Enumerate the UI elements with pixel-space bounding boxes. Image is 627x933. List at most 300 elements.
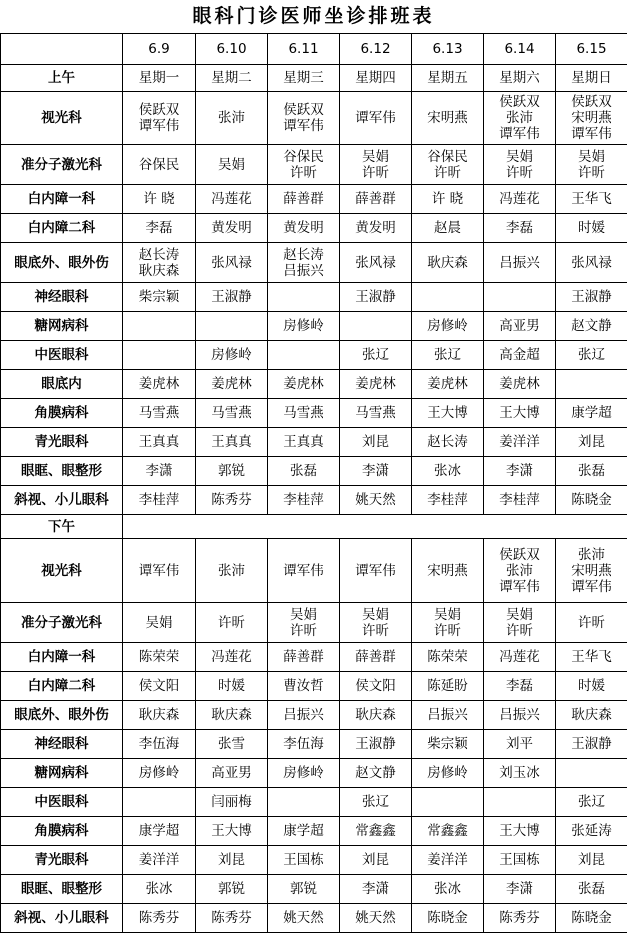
doctor-name: 吕振兴 (484, 255, 555, 271)
doctor-name: 曹汝哲 (268, 678, 339, 694)
doctor-name: 侯文阳 (123, 678, 195, 694)
duty-cell (556, 904, 627, 933)
doctor-name: 常鑫鑫 (340, 823, 411, 839)
doctor-name: 郭锐 (196, 463, 267, 479)
doctor-name: 王大博 (412, 405, 483, 421)
dept-row (1, 457, 627, 486)
duty-cell (340, 312, 412, 341)
duty-cell (196, 283, 268, 312)
doctor-name: 陈晓金 (556, 492, 627, 508)
doctor-name: 陈荣荣 (412, 649, 483, 665)
duty-cell (123, 341, 196, 370)
duty-cell (196, 399, 268, 428)
date-row (1, 34, 627, 65)
duty-cell (196, 145, 268, 185)
duty-cell (484, 145, 556, 185)
duty-cell (412, 788, 484, 817)
doctor-name: 张辽 (412, 347, 483, 363)
duty-cell (484, 283, 556, 312)
duty-cell (268, 399, 340, 428)
duty-cell (340, 428, 412, 457)
doctor-name: 谷保民 (123, 157, 195, 173)
doctor-name: 姜洋洋 (412, 852, 483, 868)
duty-cell (340, 145, 412, 185)
duty-cell (484, 457, 556, 486)
duty-cell (484, 243, 556, 283)
doctor-name: 刘昆 (340, 434, 411, 450)
doctor-name: 陈晓金 (556, 910, 627, 926)
duty-cell (556, 185, 627, 214)
duty-cell (340, 185, 412, 214)
doctor-name: 李潇 (123, 463, 195, 479)
doctor-name: 侯文阳 (340, 678, 411, 694)
duty-cell (340, 701, 412, 730)
doctor-name: 宋明燕 (412, 110, 483, 126)
duty-cell (556, 486, 627, 515)
doctor-name: 许昕 (484, 165, 555, 181)
date-cell: 6.10 (196, 34, 268, 65)
date-cell: 6.11 (268, 34, 340, 65)
date-cell: 6.14 (484, 34, 556, 65)
doctor-name: 薛善群 (268, 649, 339, 665)
doctor-name: 赵长涛 (268, 247, 339, 263)
doctor-name: 赵晨 (412, 220, 483, 236)
duty-cell (268, 701, 340, 730)
doctor-name: 李磊 (484, 678, 555, 694)
doctor-name: 刘昆 (196, 852, 267, 868)
duty-cell (196, 759, 268, 788)
doctor-name: 郭锐 (268, 881, 339, 897)
duty-cell (556, 643, 627, 672)
doctor-name: 康学超 (123, 823, 195, 839)
doctor-name: 张磊 (556, 881, 627, 897)
doctor-name: 冯莲花 (196, 191, 267, 207)
dept-label: 青光眼科 (1, 428, 123, 457)
duty-cell (412, 92, 484, 145)
doctor-name: 薛善群 (268, 191, 339, 207)
doctor-name: 陈秀芬 (196, 910, 267, 926)
duty-cell (556, 341, 627, 370)
duty-cell (484, 672, 556, 701)
doctor-name: 张冰 (123, 881, 195, 897)
dept-label: 白内障二科 (1, 214, 123, 243)
doctor-name: 王真真 (123, 434, 195, 450)
doctor-name: 时媛 (196, 678, 267, 694)
duty-cell (484, 817, 556, 846)
doctor-name: 谭军伟 (484, 126, 555, 142)
dept-label: 中医眼科 (1, 788, 123, 817)
weekday-cell: 星期一 (123, 65, 196, 92)
duty-cell (123, 399, 196, 428)
doctor-name: 耿庆森 (340, 707, 411, 723)
doctor-name: 许昕 (412, 165, 483, 181)
duty-cell (268, 643, 340, 672)
doctor-name: 王淑静 (556, 289, 627, 305)
doctor-name: 许昕 (196, 615, 267, 631)
date-cell: 6.13 (412, 34, 484, 65)
dept-label: 眼底内 (1, 370, 123, 399)
duty-cell (123, 875, 196, 904)
duty-cell (556, 370, 627, 399)
doctor-name: 李磊 (123, 220, 195, 236)
duty-cell (484, 539, 556, 603)
duty-cell (484, 701, 556, 730)
doctor-name: 张风禄 (556, 255, 627, 271)
doctor-name: 张辽 (556, 794, 627, 810)
duty-cell (556, 539, 627, 603)
duty-cell (412, 875, 484, 904)
duty-cell (340, 817, 412, 846)
date-cell: 6.15 (556, 34, 627, 65)
doctor-name: 许昕 (340, 165, 411, 181)
duty-cell (412, 145, 484, 185)
duty-cell (196, 312, 268, 341)
duty-cell (412, 904, 484, 933)
doctor-name: 张磊 (556, 463, 627, 479)
doctor-name: 薛善群 (340, 649, 411, 665)
doctor-name: 张辽 (556, 347, 627, 363)
doctor-name: 王国栋 (268, 852, 339, 868)
doctor-name: 赵文静 (556, 318, 627, 334)
duty-cell (484, 788, 556, 817)
doctor-name: 吴娟 (556, 149, 627, 165)
duty-cell (123, 817, 196, 846)
duty-cell (340, 399, 412, 428)
doctor-name: 李伍海 (268, 736, 339, 752)
doctor-name: 耿庆森 (556, 707, 627, 723)
doctor-name: 薛善群 (340, 191, 411, 207)
dept-label: 糖网病科 (1, 312, 123, 341)
doctor-name: 房修岭 (412, 765, 483, 781)
duty-cell (268, 486, 340, 515)
duty-cell (268, 312, 340, 341)
duty-cell (268, 539, 340, 603)
doctor-name: 谭军伟 (556, 126, 627, 142)
doctor-name: 李潇 (484, 463, 555, 479)
doctor-name: 李桂萍 (268, 492, 339, 508)
dept-row (1, 759, 627, 788)
duty-cell (268, 341, 340, 370)
doctor-name: 王国栋 (484, 852, 555, 868)
duty-cell (556, 214, 627, 243)
dept-row (1, 904, 627, 933)
duty-cell (412, 185, 484, 214)
doctor-name: 张延涛 (556, 823, 627, 839)
duty-cell (340, 486, 412, 515)
weekday-cell: 星期六 (484, 65, 556, 92)
doctor-name: 赵长涛 (123, 247, 195, 263)
duty-cell (196, 428, 268, 457)
doctor-name: 赵文静 (340, 765, 411, 781)
duty-cell (268, 214, 340, 243)
doctor-name: 陈延盼 (412, 678, 483, 694)
doctor-name: 吴娟 (340, 149, 411, 165)
doctor-name: 许昕 (340, 623, 411, 639)
duty-cell (484, 643, 556, 672)
dept-row (1, 341, 627, 370)
doctor-name: 张沛 (484, 563, 555, 579)
doctor-name: 侯跃双 (556, 94, 627, 110)
doctor-name: 侯跃双 (484, 547, 555, 563)
duty-cell (268, 730, 340, 759)
duty-cell (340, 370, 412, 399)
dept-label: 白内障一科 (1, 185, 123, 214)
duty-cell (484, 185, 556, 214)
duty-cell (412, 312, 484, 341)
dept-row (1, 428, 627, 457)
doctor-name: 宋明燕 (556, 563, 627, 579)
dept-label: 准分子激光科 (1, 603, 123, 643)
duty-cell (123, 92, 196, 145)
doctor-name: 张沛 (196, 563, 267, 579)
doctor-name: 刘昆 (340, 852, 411, 868)
doctor-name: 王大博 (196, 823, 267, 839)
doctor-name: 姚天然 (268, 910, 339, 926)
doctor-name: 陈秀芬 (123, 910, 195, 926)
duty-cell (268, 145, 340, 185)
doctor-name: 时媛 (556, 678, 627, 694)
doctor-name: 耿庆森 (412, 255, 483, 271)
duty-cell (123, 701, 196, 730)
dept-label: 眼眶、眼整形 (1, 875, 123, 904)
doctor-name: 陈晓金 (412, 910, 483, 926)
duty-cell (412, 701, 484, 730)
doctor-name: 冯莲花 (484, 649, 555, 665)
duty-cell (268, 759, 340, 788)
duty-cell (196, 457, 268, 486)
dept-row (1, 486, 627, 515)
duty-cell (340, 457, 412, 486)
doctor-name: 房修岭 (196, 347, 267, 363)
dept-label: 斜视、小儿眼科 (1, 904, 123, 933)
duty-cell (556, 457, 627, 486)
duty-cell (340, 672, 412, 701)
doctor-name: 刘玉冰 (484, 765, 555, 781)
dept-label: 糖网病科 (1, 759, 123, 788)
duty-cell (340, 603, 412, 643)
dept-row (1, 399, 627, 428)
duty-cell (484, 92, 556, 145)
doctor-name: 许昕 (556, 615, 627, 631)
duty-cell (268, 603, 340, 643)
duty-cell (123, 185, 196, 214)
duty-cell (268, 817, 340, 846)
dept-row (1, 817, 627, 846)
duty-cell (412, 214, 484, 243)
doctor-name: 张雪 (196, 736, 267, 752)
duty-cell (340, 904, 412, 933)
doctor-name: 姚天然 (340, 492, 411, 508)
date-cell: 6.9 (123, 34, 196, 65)
weekday-cell: 星期日 (556, 65, 627, 92)
dept-row (1, 145, 627, 185)
duty-cell (412, 370, 484, 399)
doctor-name: 侯跃双 (123, 102, 195, 118)
duty-cell (123, 603, 196, 643)
duty-cell (340, 788, 412, 817)
dept-row (1, 672, 627, 701)
duty-cell (123, 539, 196, 603)
duty-cell (123, 428, 196, 457)
doctor-name: 康学超 (556, 405, 627, 421)
doctor-name: 冯莲花 (196, 649, 267, 665)
duty-cell (556, 701, 627, 730)
duty-cell (123, 312, 196, 341)
duty-cell (556, 788, 627, 817)
dept-label: 青光眼科 (1, 846, 123, 875)
doctor-name: 高亚男 (196, 765, 267, 781)
doctor-name: 王华飞 (556, 191, 627, 207)
doctor-name: 李桂萍 (484, 492, 555, 508)
dept-row (1, 701, 627, 730)
duty-cell (556, 817, 627, 846)
doctor-name: 谷保民 (268, 149, 339, 165)
duty-cell (484, 214, 556, 243)
duty-cell (556, 92, 627, 145)
duty-cell (556, 759, 627, 788)
duty-cell (123, 730, 196, 759)
doctor-name: 姜虎林 (340, 376, 411, 392)
corner-cell (1, 34, 123, 65)
duty-cell (268, 846, 340, 875)
duty-cell (484, 759, 556, 788)
doctor-name: 王淑静 (340, 289, 411, 305)
duty-cell (412, 846, 484, 875)
duty-cell (196, 643, 268, 672)
dept-label: 神经眼科 (1, 283, 123, 312)
doctor-name: 耿庆森 (123, 263, 195, 279)
doctor-name: 刘平 (484, 736, 555, 752)
doctor-name: 吕振兴 (268, 263, 339, 279)
doctor-name: 谭军伟 (268, 118, 339, 134)
doctor-name: 郭锐 (196, 881, 267, 897)
doctor-name: 王大博 (484, 405, 555, 421)
doctor-name: 吴娟 (484, 607, 555, 623)
duty-cell (123, 904, 196, 933)
doctor-name: 黄发明 (268, 220, 339, 236)
duty-cell (196, 185, 268, 214)
doctor-name: 房修岭 (412, 318, 483, 334)
doctor-name: 房修岭 (268, 765, 339, 781)
duty-cell (123, 457, 196, 486)
dept-label: 眼底外、眼外伤 (1, 243, 123, 283)
duty-cell (412, 283, 484, 312)
duty-cell (484, 399, 556, 428)
doctor-name: 吴娟 (196, 157, 267, 173)
doctor-name: 李磊 (484, 220, 555, 236)
dept-row (1, 730, 627, 759)
doctor-name: 刘昆 (556, 852, 627, 868)
duty-cell (123, 846, 196, 875)
doctor-name: 张磊 (268, 463, 339, 479)
duty-cell (196, 904, 268, 933)
dept-label: 角膜病科 (1, 817, 123, 846)
doctor-name: 姜洋洋 (484, 434, 555, 450)
dept-label: 角膜病科 (1, 399, 123, 428)
section-label: 上午 (1, 65, 123, 92)
dept-label: 准分子激光科 (1, 145, 123, 185)
section-filler (123, 515, 627, 539)
duty-cell (268, 672, 340, 701)
duty-cell (484, 904, 556, 933)
duty-cell (123, 243, 196, 283)
dept-row (1, 92, 627, 145)
duty-cell (268, 904, 340, 933)
duty-cell (196, 539, 268, 603)
duty-cell (484, 846, 556, 875)
dept-row (1, 243, 627, 283)
duty-cell (196, 672, 268, 701)
section-label: 下午 (1, 515, 123, 539)
duty-cell (340, 92, 412, 145)
dept-row (1, 788, 627, 817)
duty-cell (484, 875, 556, 904)
duty-cell (484, 312, 556, 341)
doctor-name: 李潇 (340, 881, 411, 897)
doctor-name: 谭军伟 (484, 579, 555, 595)
doctor-name: 马雪燕 (340, 405, 411, 421)
doctor-name: 谭军伟 (556, 579, 627, 595)
doctor-name: 陈秀芬 (484, 910, 555, 926)
doctor-name: 谭军伟 (268, 563, 339, 579)
doctor-name: 王大博 (484, 823, 555, 839)
dept-row (1, 185, 627, 214)
doctor-name: 王华飞 (556, 649, 627, 665)
duty-cell (196, 486, 268, 515)
duty-cell (556, 730, 627, 759)
duty-cell (123, 486, 196, 515)
duty-cell (412, 428, 484, 457)
duty-cell (556, 312, 627, 341)
doctor-name: 吕振兴 (484, 707, 555, 723)
doctor-name: 吴娟 (268, 607, 339, 623)
duty-cell (340, 730, 412, 759)
duty-cell (484, 730, 556, 759)
duty-cell (340, 759, 412, 788)
doctor-name: 王淑静 (196, 289, 267, 305)
doctor-name: 许昕 (484, 623, 555, 639)
doctor-name: 李潇 (484, 881, 555, 897)
dept-row (1, 643, 627, 672)
duty-cell (412, 341, 484, 370)
doctor-name: 李桂萍 (123, 492, 195, 508)
doctor-name: 陈秀芬 (196, 492, 267, 508)
dept-label: 神经眼科 (1, 730, 123, 759)
weekday-cell: 星期五 (412, 65, 484, 92)
duty-cell (412, 457, 484, 486)
duty-cell (196, 817, 268, 846)
dept-label: 斜视、小儿眼科 (1, 486, 123, 515)
doctor-name: 房修岭 (268, 318, 339, 334)
doctor-name: 柴宗颖 (123, 289, 195, 305)
duty-cell (268, 185, 340, 214)
duty-cell (268, 875, 340, 904)
doctor-name: 张辽 (340, 794, 411, 810)
date-cell: 6.12 (340, 34, 412, 65)
duty-cell (123, 672, 196, 701)
doctor-name: 许昕 (268, 623, 339, 639)
section-row (1, 515, 627, 539)
duty-cell (412, 539, 484, 603)
dept-row (1, 312, 627, 341)
dept-label: 白内障二科 (1, 672, 123, 701)
doctor-name: 谭军伟 (340, 563, 411, 579)
doctor-name: 姜虎林 (412, 376, 483, 392)
duty-cell (340, 539, 412, 603)
doctor-name: 姜洋洋 (123, 852, 195, 868)
duty-cell (340, 846, 412, 875)
duty-cell (196, 243, 268, 283)
